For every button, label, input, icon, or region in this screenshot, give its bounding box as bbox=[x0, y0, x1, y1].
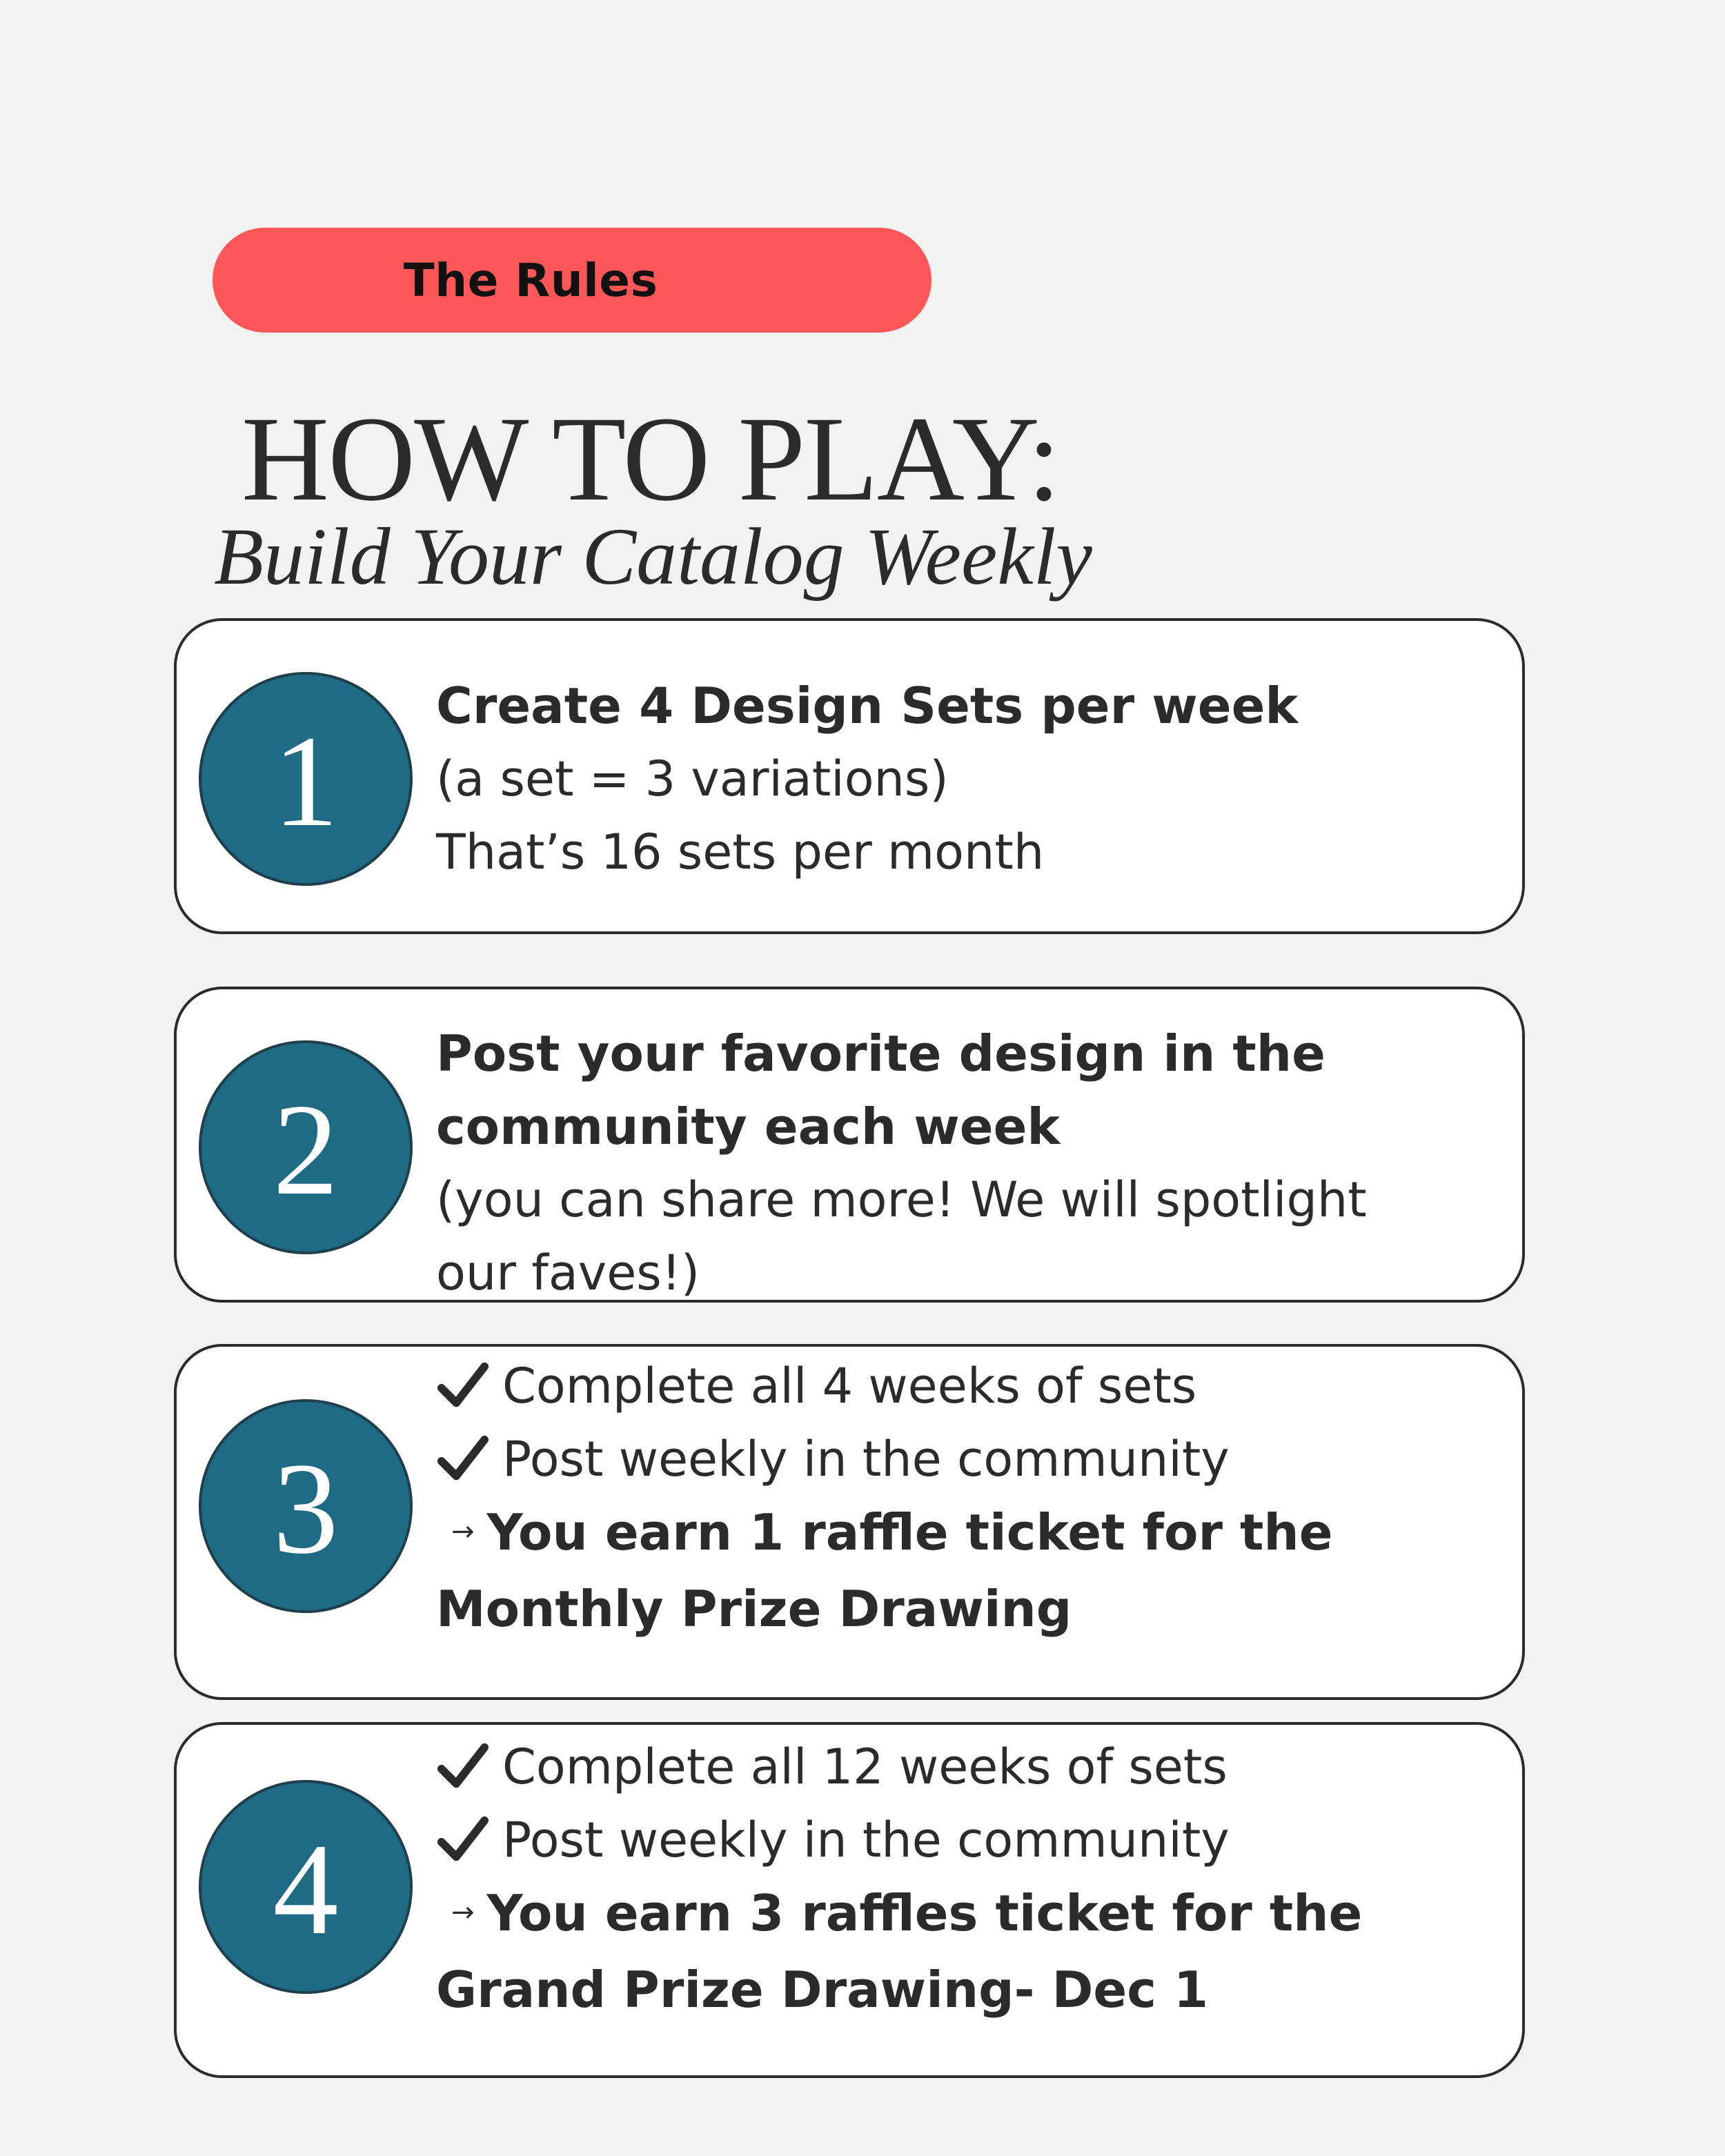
step-number: 4 bbox=[273, 1817, 339, 1962]
step-text: (you can share more! We will spotlight bbox=[436, 1171, 1367, 1228]
reward-text: You earn 1 raffle ticket for the bbox=[486, 1503, 1333, 1561]
step-heading: community each week bbox=[436, 1098, 1061, 1156]
checkmark-icon bbox=[436, 1432, 490, 1485]
step-card-1 bbox=[174, 618, 1525, 934]
step-heading: Post your favorite design in the bbox=[436, 1025, 1325, 1082]
reward-text: You earn 3 raffles ticket for the bbox=[486, 1884, 1363, 1942]
step-text: That’s 16 sets per month bbox=[436, 824, 1045, 880]
step-content bbox=[436, 1730, 1495, 2026]
step-number: 2 bbox=[273, 1078, 339, 1223]
reward-text: Monthly Prize Drawing bbox=[436, 1580, 1072, 1639]
step-number: 3 bbox=[273, 1436, 339, 1581]
reward-line bbox=[436, 1496, 1495, 1572]
check-item bbox=[436, 1803, 1495, 1877]
checkmark-icon bbox=[436, 1358, 490, 1412]
rules-badge-label: The Rules bbox=[403, 253, 658, 307]
step-content bbox=[436, 1349, 1495, 1645]
check-item bbox=[436, 1423, 1495, 1496]
checkmark-icon bbox=[436, 1739, 490, 1793]
check-item-label: Post weekly in the community bbox=[502, 1431, 1230, 1487]
page-title: HOW TO PLAY: bbox=[241, 392, 1060, 526]
step-text: (a set = 3 variations) bbox=[436, 751, 949, 807]
step-number-circle bbox=[199, 1040, 413, 1254]
step-heading: Create 4 Design Sets per week bbox=[436, 677, 1299, 735]
checkmark-icon bbox=[436, 1812, 490, 1866]
arrow-right-icon: → bbox=[451, 1516, 475, 1548]
step-content bbox=[436, 669, 1495, 889]
step-card-2 bbox=[174, 987, 1525, 1303]
step-text: our faves!) bbox=[436, 1245, 700, 1301]
reward-line bbox=[436, 1877, 1495, 1953]
step-number-circle bbox=[199, 1399, 413, 1613]
step-number: 1 bbox=[273, 709, 339, 854]
check-item-label: Post weekly in the community bbox=[502, 1812, 1230, 1868]
check-item bbox=[436, 1730, 1495, 1803]
step-number-circle bbox=[199, 1780, 413, 1994]
check-item bbox=[436, 1349, 1495, 1423]
reward-text: Grand Prize Drawing- Dec 1 bbox=[436, 1961, 1209, 2019]
step-number-circle bbox=[199, 672, 413, 886]
check-item-label: Complete all 4 weeks of sets bbox=[502, 1358, 1197, 1414]
page-subtitle: Build Your Catalog Weekly bbox=[214, 511, 1092, 602]
step-content bbox=[436, 1017, 1495, 1309]
arrow-right-icon: → bbox=[451, 1897, 475, 1929]
step-card-3 bbox=[174, 1344, 1525, 1700]
rules-badge bbox=[213, 228, 931, 333]
step-card-4 bbox=[174, 1722, 1525, 2078]
check-item-label: Complete all 12 weeks of sets bbox=[502, 1739, 1228, 1795]
